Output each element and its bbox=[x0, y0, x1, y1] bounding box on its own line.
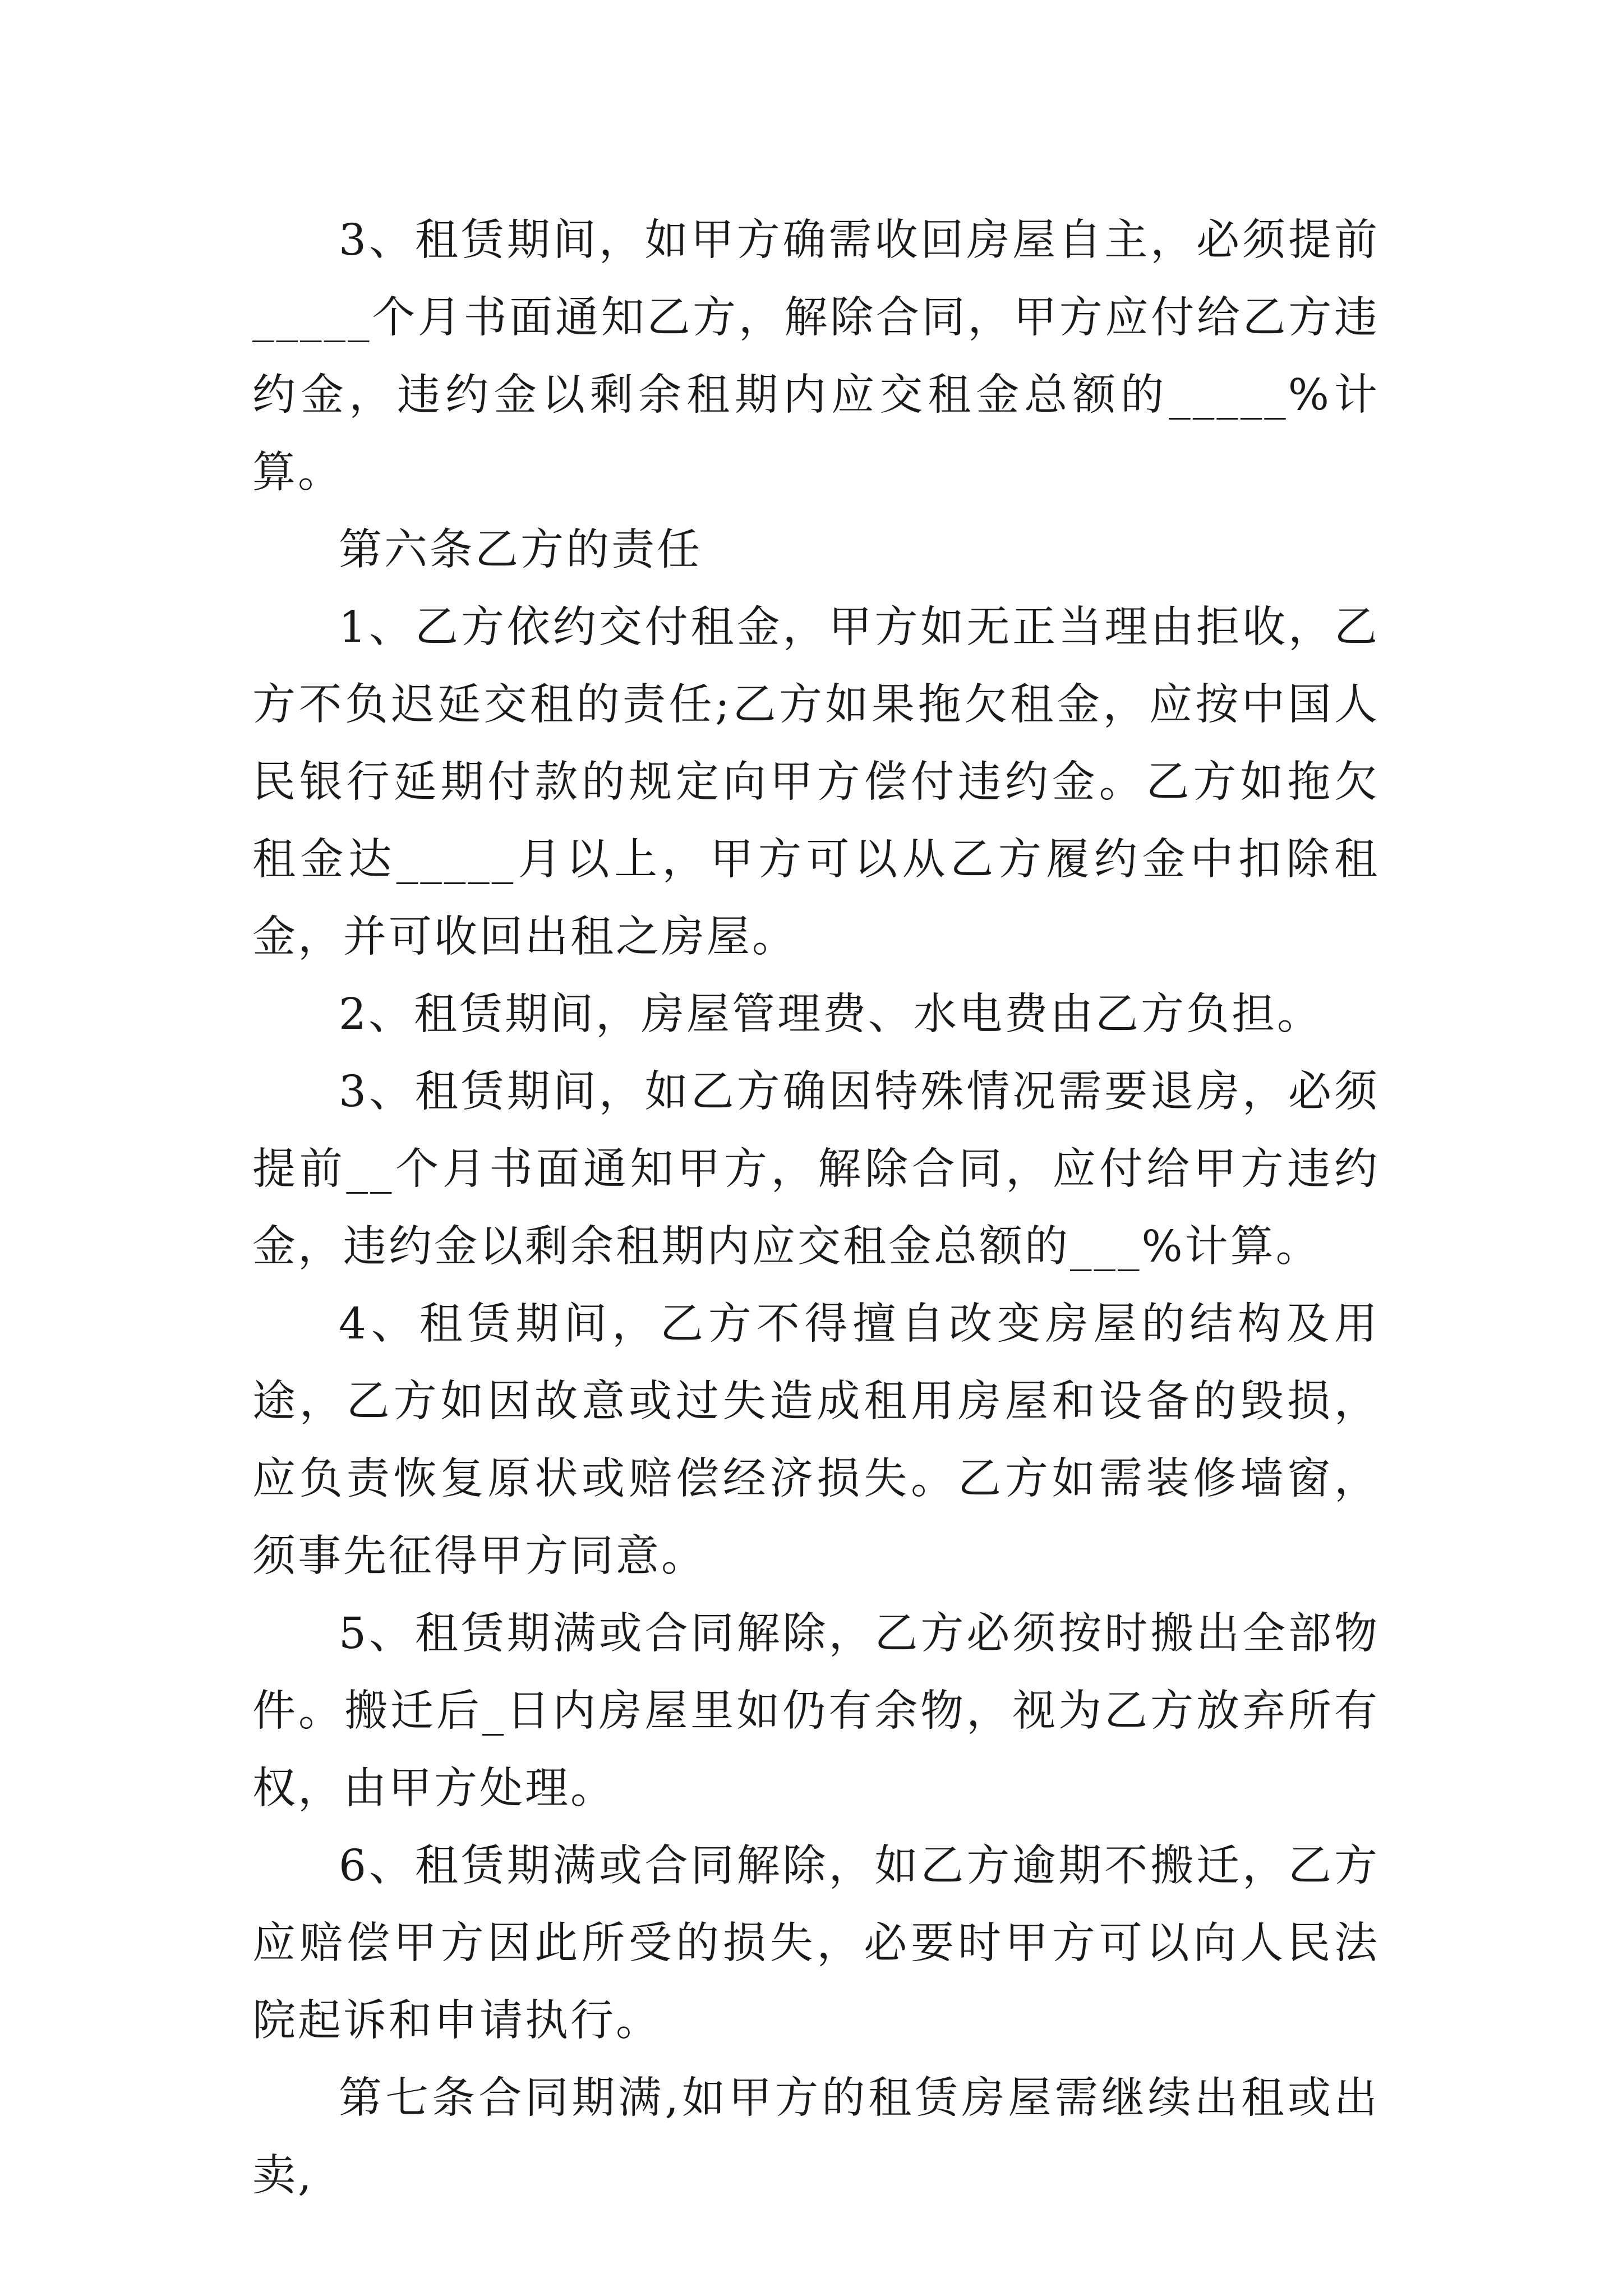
paragraph-article-7: 第七条合同期满,如甲方的租赁房屋需继续出租或出卖, bbox=[252, 2073, 1380, 2201]
document-page bbox=[252, 202, 1380, 2215]
paragraph-move-out: 5、租赁期满或合同解除，乙方必须按时搬出全部物件。搬迁后_日内房屋里如仍有余物，视为乙方放弃所有权，由甲方处理。 bbox=[252, 1609, 1380, 1814]
paragraph-fees: 2、租赁期间，房屋管理费、水电费由乙方负担。 bbox=[339, 990, 1322, 1039]
paragraph-tenant-early-termination: 3、租赁期间，如乙方确因特殊情况需要退房，必须提前__个月书面通知甲方，解除合同，应付给甲方违约金，违约金以剩余租期内应交租金总额的___%计算。 bbox=[252, 1067, 1380, 1272]
paragraph-landlord-early-termination: 3、租赁期间，如甲方确需收回房屋自主，必须提前_____个月书面通知乙方，解除合同，甲方应付给乙方违约金，违约金以剩余租期内应交租金总额的_____%计算。 bbox=[252, 215, 1380, 498]
paragraph-structure-changes: 4、租赁期间，乙方不得擅自改变房屋的结构及用途，乙方如因故意或过失造成租用房屋和设备的毁损，应负责恢复原状或赔偿经济损失。乙方如需装修墙窗，须事先征得甲方同意。 bbox=[252, 1299, 1380, 1581]
paragraph-overdue-move-out: 6、租赁期满或合同解除，如乙方逾期不搬迁，乙方应赔偿甲方因此所受的损失，必要时甲方可以向人民法院起诉和申请执行。 bbox=[252, 1841, 1380, 2046]
paragraph-rent-payment: 1、乙方依约交付租金，甲方如无正当理由拒收，乙方不负迟延交租的责任;乙方如果拖欠租金，应按中国人民银行延期付款的规定向甲方偿付违约金。乙方如拖欠租金达_____月以上，甲方可以从乙方履约金中扣除租金，并可收回出租之房屋。 bbox=[252, 602, 1380, 962]
section-heading-article-6: 第六条乙方的责任 bbox=[339, 525, 702, 575]
